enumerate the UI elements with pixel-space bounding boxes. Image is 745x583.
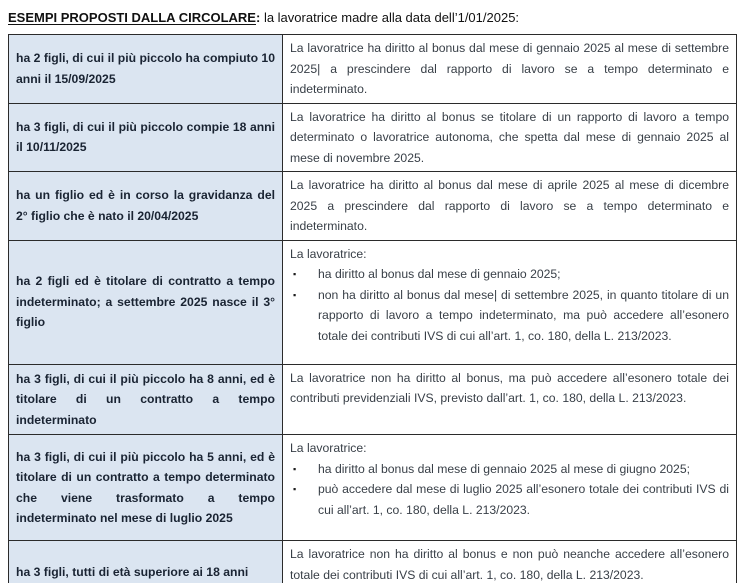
- bullet-text: ha diritto al bonus dal mese di gennaio 2025 al mese di giugno 2025;: [318, 461, 690, 476]
- scenario-cell: [9, 172, 283, 240]
- result-text: La lavoratrice non ha diritto al bonus, ma può accedere all’esonero totale dei contributi previdenziali IVS, previsto dall’art. 1, co. 180, della L. 213/2023.: [290, 370, 729, 405]
- heading-subtitle: la lavoratrice madre alla data dell’1/01/2025:: [260, 10, 520, 25]
- result-text: La lavoratrice ha diritto al bonus dal mese di aprile 2025 al mese di dicembre 2025 a prescindere dal rapporto di lavoro se a tempo determinato e indeterminato.: [290, 178, 729, 233]
- scenario-cell: [9, 104, 283, 172]
- bullet-text: ha diritto al bonus dal mese di gennaio 2025;: [318, 267, 561, 281]
- bullet-square-icon: ▪: [293, 484, 297, 494]
- scenario-cell: [9, 241, 283, 364]
- bullet-list: [290, 459, 729, 521]
- bullet-square-icon: ▪: [293, 463, 297, 474]
- table-row: [9, 541, 736, 583]
- result-cell: [283, 365, 736, 435]
- table-row: [9, 35, 736, 104]
- result-cell: [283, 35, 736, 103]
- scenario-text: ha 2 figli ed è titolare di contratto a tempo indeterminato; a settembre 2025 nasce il 3° figlio: [16, 274, 275, 330]
- scenario-text: ha 3 figli, tutti di età superiore ai 18 anni: [16, 564, 249, 579]
- bullet-square-icon: ▪: [293, 289, 297, 300]
- result-cell: [283, 241, 736, 364]
- bullet-square-icon: ▪: [293, 269, 297, 279]
- result-cell: [283, 435, 736, 540]
- table-row: [9, 104, 736, 173]
- scenario-text: ha 2 figli, di cui il più piccolo ha compiuto 10 anni il 15/09/2025: [16, 51, 275, 86]
- result-text: La lavoratrice ha diritto al bonus dal mese di gennaio 2025 al mese di settembre 2025| a prescindere dal rapporto di lavoro se a tempo determinato e indeterminato.: [290, 41, 729, 96]
- bullet-item: [290, 285, 729, 347]
- scenario-cell: [9, 365, 283, 435]
- bullet-item: [290, 479, 729, 520]
- result-text: La lavoratrice:: [290, 246, 367, 261]
- result-cell: [283, 104, 736, 172]
- scenario-cell: [9, 435, 283, 540]
- result-cell: [283, 541, 736, 583]
- scenario-cell: [9, 541, 283, 583]
- bullet-text: può accedere dal mese di luglio 2025 all’esonero totale dei contributi IVS di cui all’art. 1, co. 180, della L. 213/2023.: [318, 482, 729, 517]
- bullet-list: [290, 264, 729, 346]
- result-text: La lavoratrice non ha diritto al bonus e non può neanche accedere all’esonero totale dei contributi IVS di cui all’art. 1, co. 180, della L. 213/2023.: [290, 547, 729, 582]
- bullet-item: [290, 459, 729, 480]
- result-text: La lavoratrice ha diritto al bonus se titolare di un rapporto di lavoro a tempo determinato o lavoratrice autonoma, che spetta dal mese di gennaio 2025 al mese di novembre 2025.: [290, 109, 729, 165]
- document-page: [0, 8, 745, 583]
- table-row: [9, 241, 736, 365]
- document-heading: [8, 8, 737, 27]
- result-cell: [283, 172, 736, 240]
- table-row: [9, 435, 736, 541]
- bullet-item: [290, 264, 729, 285]
- scenario-text: ha 3 figli, di cui il più piccolo ha 5 anni, ed è titolare di un contratto a tempo determinato che viene trasformato a tempo indeterminato nel mese di luglio 2025: [16, 449, 275, 525]
- scenario-text: ha 3 figli, di cui il più piccolo ha 8 anni, ed è titolare di un contratto a tempo indeterminato: [16, 371, 275, 427]
- heading-emphasis: ESEMPI PROPOSTI DALLA CIRCOLARE: [8, 10, 256, 25]
- scenario-text: ha 3 figli, di cui il più piccolo compie 18 anni il 10/11/2025: [16, 119, 275, 155]
- table-row: [9, 172, 736, 241]
- scenario-text: ha un figlio ed è in corso la gravidanza del 2° figlio che è nato il 20/04/2025: [16, 188, 275, 223]
- table-row: [9, 365, 736, 436]
- heading-colon: :: [255, 10, 261, 25]
- scenario-cell: [9, 35, 283, 103]
- bullet-text: non ha diritto al bonus dal mese| di settembre 2025, in quanto titolare di un rapporto di lavoro a tempo indeterminato, ma può accedere all’esonero totale dei contributi IVS di cui all’art. 1, co. 180, della L. 213/2023.: [318, 287, 729, 343]
- result-text: La lavoratrice:: [290, 441, 367, 455]
- examples-table: [8, 34, 737, 583]
